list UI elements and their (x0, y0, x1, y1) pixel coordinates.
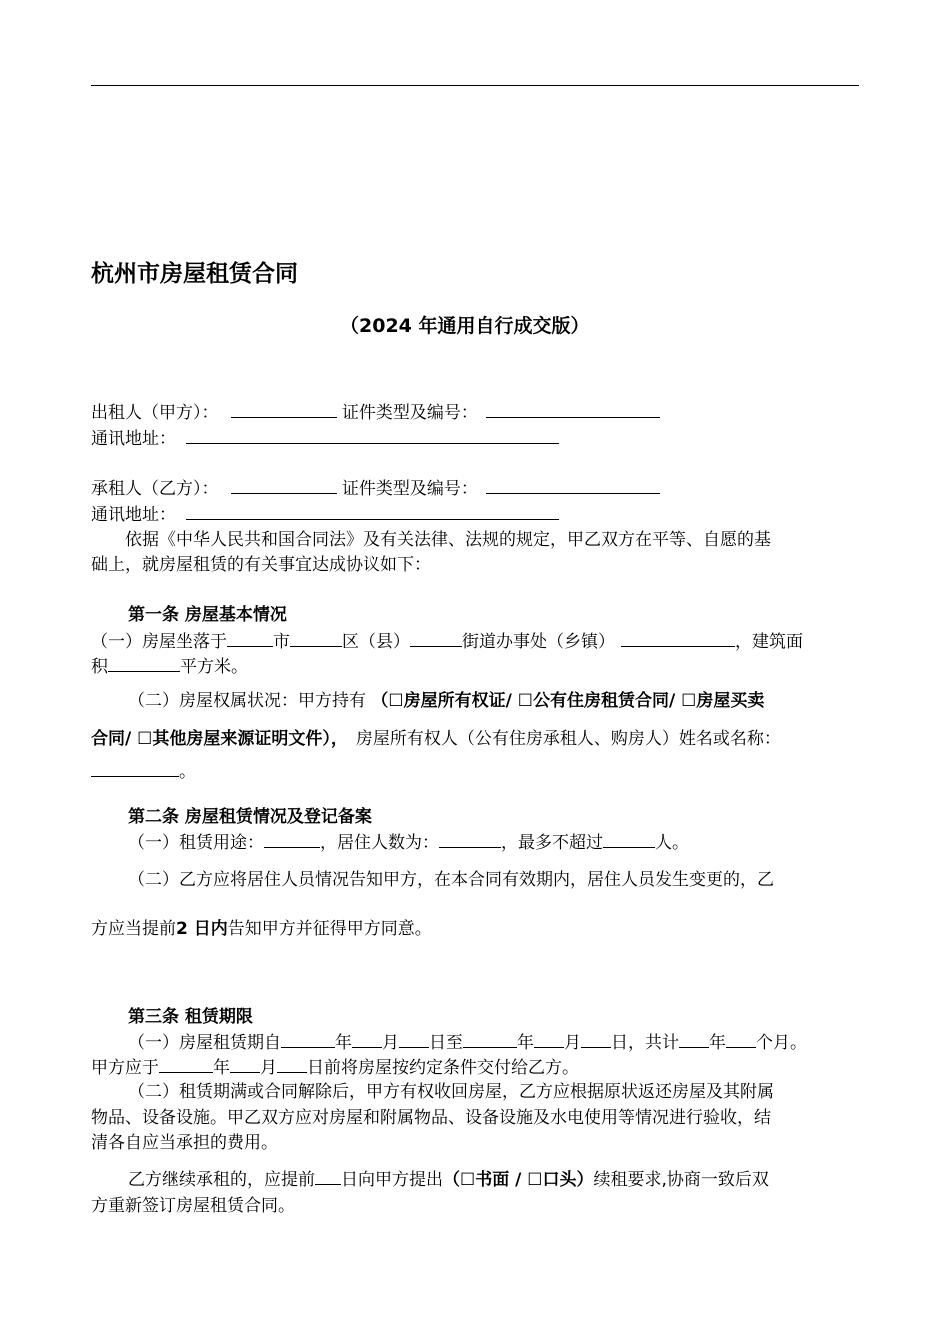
total-years-blank[interactable] (679, 1030, 709, 1048)
text: 区（县） (342, 632, 410, 652)
text: ，建筑面 (735, 632, 803, 652)
lessor-name-blank[interactable] (231, 400, 337, 418)
lessee-label: 承租人（乙方）： (91, 479, 219, 499)
article-1-p2-line1 (128, 689, 764, 713)
start-day-blank[interactable] (399, 1030, 429, 1048)
article-2-p2-line2 (91, 917, 432, 941)
intro-line-1: 依据《中华人民共和国合同法》及有关法律、法规的规定，甲乙双方在平等、自愿的基 (125, 530, 771, 550)
street-blank[interactable] (410, 629, 462, 647)
text: 日前将房屋按约定条件交付给乙方。 (307, 1058, 579, 1078)
article-3-p3-line1 (128, 1167, 769, 1192)
text: 房屋所有权人（公有住房承租人、购房人）姓名或名称： (355, 729, 781, 749)
text: 人。 (655, 833, 689, 853)
lessor-id-label: 证件类型及编号： (341, 403, 478, 423)
article-3-heading: 第三条 租赁期限 (128, 1007, 253, 1027)
lessee-id-label: 证件类型及编号： (341, 479, 478, 499)
text: 日向甲方提出 (341, 1170, 443, 1190)
renewal-days-blank[interactable] (315, 1167, 341, 1185)
text: 乙方继续承租的，应提前 (128, 1170, 315, 1190)
article-3-p2-line1: （二）租赁期满或合同解除后，甲方有权收回房屋，乙方应根据原状返还房屋及其附属 (128, 1082, 774, 1102)
text: 日至 (429, 1033, 463, 1053)
handover-year-blank[interactable] (159, 1055, 213, 1073)
end-day-blank[interactable] (581, 1030, 611, 1048)
end-month-blank[interactable] (534, 1030, 564, 1048)
text: （一）房屋租赁期自 (128, 1033, 281, 1053)
text: 市 (273, 632, 290, 652)
document-subtitle: （2024 年通用自行成交版） (340, 315, 590, 337)
text: 月 (260, 1058, 277, 1078)
article-3-p1-line2 (91, 1055, 579, 1080)
text: （一）房屋坐落于 (91, 632, 227, 652)
start-year-blank[interactable] (281, 1030, 335, 1048)
text: 甲方应于 (91, 1058, 159, 1078)
text: 年 (709, 1033, 726, 1053)
article-1-heading: 第一条 房屋基本情况 (128, 605, 287, 625)
text: 年 (517, 1033, 534, 1053)
handover-day-blank[interactable] (277, 1055, 307, 1073)
lessee-address-blank[interactable] (186, 502, 559, 520)
article-3-p2-line3: 清各自应当承担的费用。 (91, 1133, 278, 1153)
renewal-method-options: （☐书面 / ☐口头） (443, 1170, 594, 1190)
text: 。 (179, 762, 196, 782)
owner-name-blank[interactable] (91, 759, 179, 777)
start-month-blank[interactable] (352, 1030, 382, 1048)
city-blank[interactable] (227, 629, 273, 647)
document-title: 杭州市房屋租赁合同 (91, 261, 298, 287)
purpose-blank[interactable] (264, 830, 320, 848)
lessee-id-blank[interactable] (486, 476, 660, 494)
text: 积 (91, 657, 108, 677)
end-year-blank[interactable] (463, 1030, 517, 1048)
text: 续租要求,协商一致后双 (593, 1170, 769, 1190)
lessee-address-line (91, 502, 559, 527)
header-rule (91, 85, 859, 86)
text: 平方米。 (180, 657, 248, 677)
article-1-p1-line2 (91, 654, 248, 679)
text: 年 (335, 1033, 352, 1053)
text: ，居住人数为： (320, 833, 439, 853)
lessor-label: 出租人（甲方）： (91, 403, 219, 423)
address-detail-blank[interactable] (621, 629, 735, 647)
text: 年 (213, 1058, 230, 1078)
text: （二）房屋权属状况：甲方持有 (128, 691, 372, 711)
text: ，最多不超过 (501, 833, 603, 853)
text: （一）租赁用途： (128, 833, 264, 853)
lessor-address-label: 通讯地址： (91, 429, 176, 449)
article-2-p1 (128, 830, 689, 855)
ownership-options: 合同/ ☐其他房屋来源证明文件）， (91, 729, 348, 749)
district-blank[interactable] (290, 629, 342, 647)
article-2-p2-line1: （二）乙方应将居住人员情况告知甲方，在本合同有效期内，居住人员发生变更的，乙 (128, 870, 774, 890)
article-2-heading: 第二条 房屋租赁情况及登记备案 (128, 807, 372, 827)
max-residents-blank[interactable] (603, 830, 655, 848)
lessor-address-line (91, 426, 559, 451)
lessor-line (91, 400, 660, 425)
text: 月 (382, 1033, 399, 1053)
article-3-p3-line2: 方重新签订房屋租赁合同。 (91, 1196, 295, 1216)
text: 街道办事处（乡镇） (462, 632, 615, 652)
text: 日，共计 (611, 1033, 679, 1053)
article-3-p2-line2: 物品、设备设施。甲乙双方应对房屋和附属物品、设备设施及水电使用等情况进行验收，结 (91, 1108, 771, 1128)
article-3-p1-line1 (128, 1030, 807, 1055)
text: 月 (564, 1033, 581, 1053)
total-months-blank[interactable] (726, 1030, 756, 1048)
text: 告知甲方并征得甲方同意。 (227, 919, 432, 939)
text: 方应当提前 (91, 919, 176, 939)
article-1-p1-line1 (91, 629, 803, 654)
article-1-p2-line3 (91, 759, 196, 784)
ownership-options: （☐房屋所有权证/ ☐公有住房租赁合同/ ☐房屋买卖 (371, 691, 765, 711)
handover-month-blank[interactable] (230, 1055, 260, 1073)
lessor-address-blank[interactable] (186, 426, 559, 444)
lessee-address-label: 通讯地址： (91, 505, 176, 525)
text: 个月。 (756, 1033, 807, 1053)
notice-period: 2 日内 (176, 919, 228, 939)
intro-line-2: 础上，就房屋租赁的有关事宜达成协议如下： (91, 555, 431, 575)
area-blank[interactable] (108, 654, 180, 672)
article-1-p2-line2 (91, 727, 781, 751)
lessee-name-blank[interactable] (231, 476, 337, 494)
lessee-line (91, 476, 660, 501)
lessor-id-blank[interactable] (486, 400, 660, 418)
residents-blank[interactable] (439, 830, 501, 848)
